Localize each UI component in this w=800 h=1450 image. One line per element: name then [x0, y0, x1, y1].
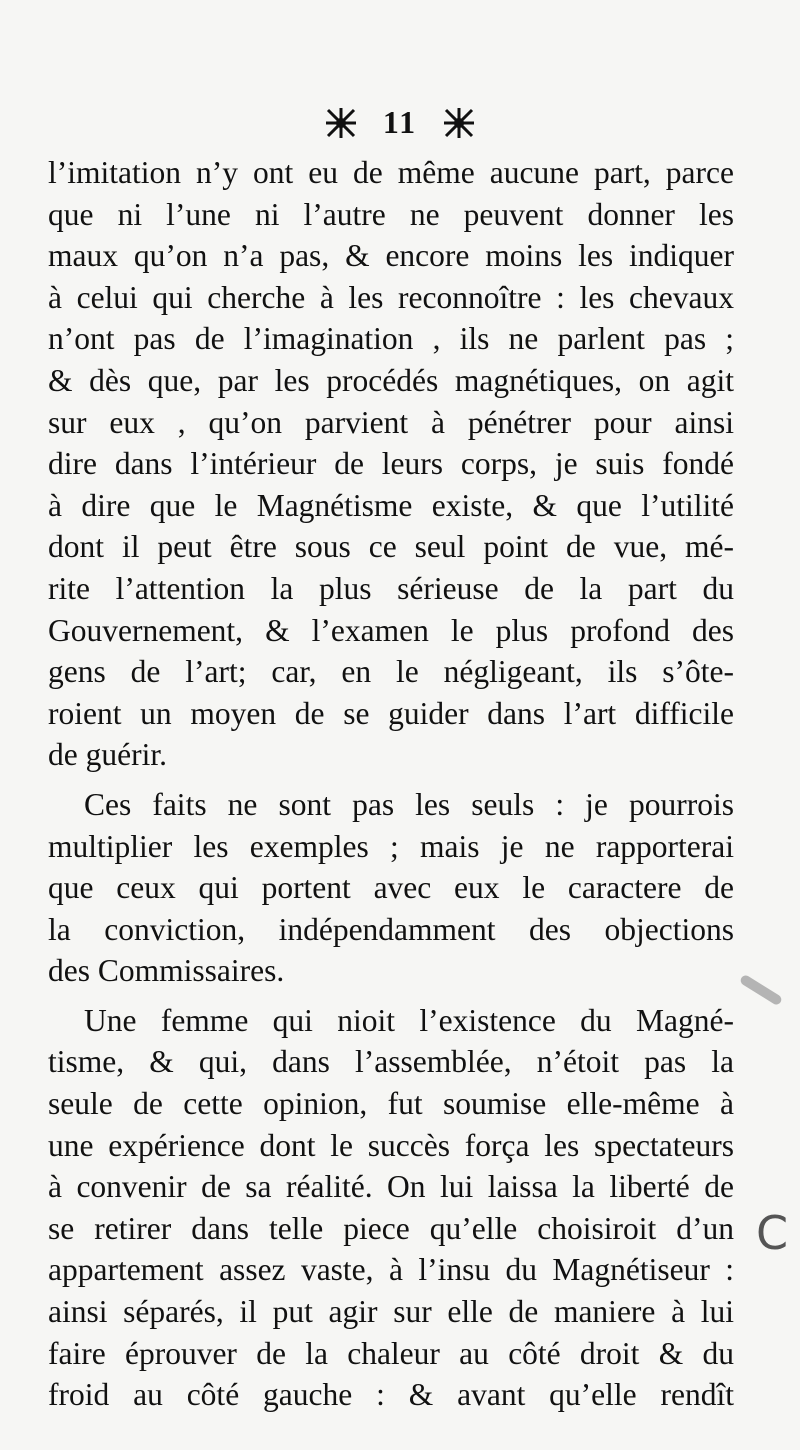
text-line: que ni l’une ni l’autre ne peuvent donner les — [48, 196, 734, 232]
text-line: seule de cette opinion, fut soumise elle-même à — [48, 1086, 734, 1122]
text-line: dire dans l’intérieur de leurs corps, je suis fondé — [48, 446, 734, 482]
margin-mark: C — [756, 1206, 789, 1260]
text-line: appartement assez vaste, à l’insu du Magnétiseur : — [48, 1252, 734, 1288]
text-line: faire éprouver de la chaleur au côté droit & du — [48, 1335, 734, 1371]
text-line: se retirer dans telle piece qu’elle choisiroit d’un — [48, 1210, 734, 1246]
text-line: Ces faits ne sont pas les seuls : je pourrois — [84, 786, 734, 822]
text-line: gens de l’art; car, en le négligeant, ils s’ôte- — [48, 654, 734, 690]
text-line: ainsi séparés, il put agir sur elle de maniere à lui — [48, 1294, 734, 1330]
text-line: à convenir de sa réalité. On lui laissa la liberté de — [48, 1169, 734, 1205]
ink-smudge — [739, 974, 783, 1007]
ornament-icon — [442, 106, 476, 140]
text-line: Une femme qui nioit l’existence du Magné- — [84, 1002, 734, 1038]
text-line: à dire que le Magnétisme existe, & que l’utilité — [48, 487, 734, 523]
page-number: 11 — [382, 104, 418, 141]
text-line: maux qu’on n’a pas, & encore moins les indiquer — [48, 238, 734, 274]
text-line: n’ont pas de l’imagination , ils ne parlent pas ; — [48, 321, 734, 357]
text-line: la conviction, indépendamment des objections — [48, 911, 734, 947]
page-header — [0, 98, 800, 146]
text-line: que ceux qui portent avec eux le caractere de — [48, 870, 734, 906]
text-line: rite l’attention la plus sérieuse de la part du — [48, 570, 734, 606]
text-line: froid au côté gauche : & avant qu’elle rendît — [48, 1377, 734, 1413]
text-line: l’imitation n’y ont eu de même aucune part, parce — [48, 155, 734, 190]
text-line: dont il peut être sous ce seul point de vue, mé- — [48, 529, 734, 565]
text-line: Gouvernement, & l’examen le plus profond des — [48, 612, 734, 648]
text-line: des Commissaires. — [48, 953, 285, 989]
text-line: tisme, & qui, dans l’assemblée, n’étoit pas la — [48, 1044, 734, 1080]
body-text — [48, 152, 734, 1416]
text-line: roient un moyen de se guider dans l’art difficile — [48, 695, 734, 731]
text-line: sur eux , qu’on parvient à pénétrer pour ainsi — [48, 404, 734, 440]
text-line: de guérir. — [48, 737, 167, 773]
text-line: & dès que, par les procédés magnétiques, on agit — [48, 362, 734, 398]
text-line: une expérience dont le succès força les spectateurs — [48, 1127, 734, 1163]
text-line: multiplier les exemples ; mais je ne rapporterai — [48, 828, 734, 864]
ornament-icon — [324, 106, 358, 140]
text-line: à celui qui cherche à les reconnoître : les chevaux — [48, 279, 734, 315]
